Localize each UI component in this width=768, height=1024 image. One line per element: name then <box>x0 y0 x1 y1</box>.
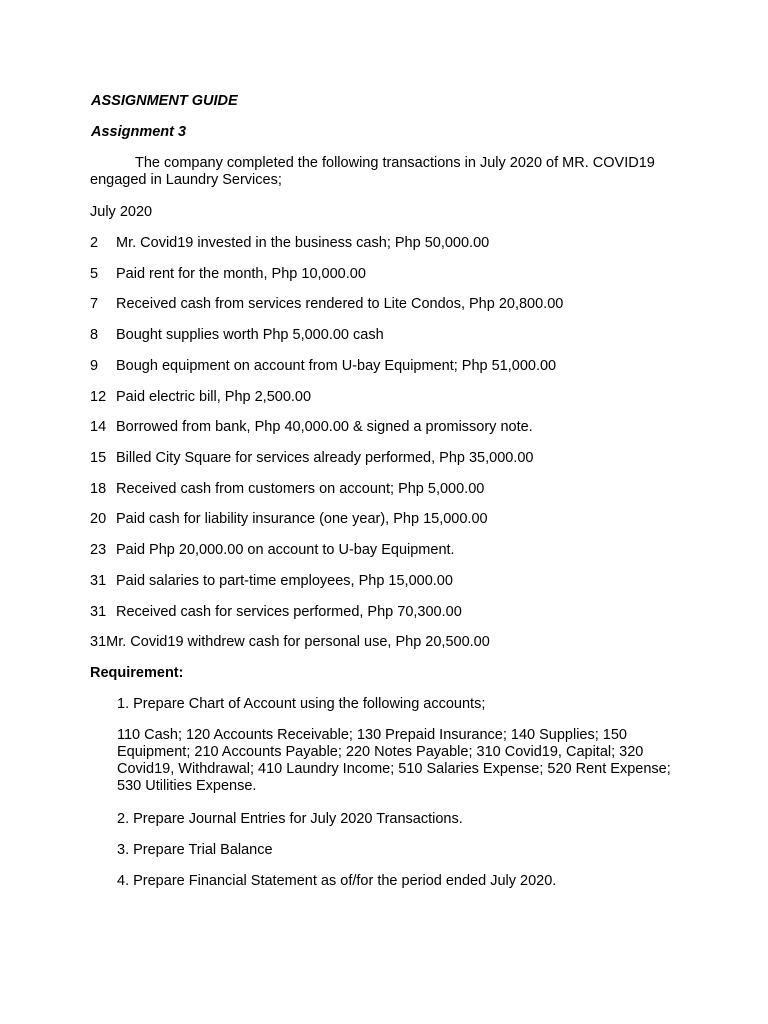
transaction-text: Paid electric bill, Php 2,500.00 <box>116 389 312 405</box>
transaction-day: 5 <box>90 266 99 282</box>
intro-paragraph <box>90 155 690 189</box>
transaction-day: 7 <box>90 296 99 312</box>
transaction-item <box>90 266 366 283</box>
transaction-item <box>90 389 311 406</box>
transaction-day: 15 <box>90 450 107 466</box>
transaction-item <box>90 327 384 344</box>
requirement-item: 2. Prepare Journal Entries for July 2020 Transactions. <box>117 811 463 827</box>
document-title: ASSIGNMENT GUIDE <box>91 93 238 109</box>
transaction-day: 14 <box>90 419 107 435</box>
transaction-day: 18 <box>90 481 107 497</box>
transaction-item <box>90 235 489 252</box>
transaction-day: 31 <box>90 604 107 620</box>
transaction-day: 9 <box>90 358 99 374</box>
transaction-day: 12 <box>90 389 107 405</box>
transaction-text: Bough equipment on account from U-bay Equipment; Php 51,000.00 <box>116 358 557 374</box>
transaction-text: Paid Php 20,000.00 on account to U-bay Equipment. <box>116 542 455 558</box>
transaction-day: 31 <box>90 634 107 650</box>
transaction-day: 20 <box>90 511 107 527</box>
transaction-item <box>90 511 488 528</box>
transaction-text: Bought supplies worth Php 5,000.00 cash <box>116 327 384 343</box>
transaction-text: Billed City Square for services already performed, Php 35,000.00 <box>116 450 534 466</box>
transaction-item <box>90 573 453 590</box>
transaction-day: 2 <box>90 235 99 251</box>
transaction-item <box>90 542 455 559</box>
account-list: 110 Cash; 120 Accounts Receivable; 130 Prepaid Insurance; 140 Supplies; 150 Equipment; 210 Accounts Payable; 220 Notes Payable; 310 Covid19, Capital; 320 Covid19, Withdrawal; 410 Laundry Income; 510 Salaries Expense; 520 Rent Expense; 530 Utilities Expense. <box>117 727 671 794</box>
transaction-text: Received cash from services rendered to Lite Condos, Php 20,800.00 <box>116 296 564 312</box>
transaction-text: Mr. Covid19 invested in the business cash; Php 50,000.00 <box>116 235 490 251</box>
transaction-text: Borrowed from bank, Php 40,000.00 & signed a promissory note. <box>116 419 533 435</box>
requirement-item: 4. Prepare Financial Statement as of/for the period ended July 2020. <box>117 873 557 889</box>
transaction-text: Mr. Covid19 withdrew cash for personal use, Php 20,500.00 <box>106 634 490 650</box>
transaction-text: Paid cash for liability insurance (one year), Php 15,000.00 <box>116 511 488 527</box>
transaction-item <box>90 450 534 467</box>
transaction-item <box>90 604 462 621</box>
transaction-item <box>90 296 563 313</box>
transaction-item <box>90 358 556 375</box>
transaction-day: 31 <box>90 573 107 589</box>
transaction-item <box>90 481 484 498</box>
transaction-text: Received cash from customers on account; Php 5,000.00 <box>116 481 485 497</box>
intro-line-1: The company completed the following transactions in July 2020 of MR. COVID19 <box>135 155 655 171</box>
transaction-item <box>90 634 490 651</box>
transaction-day: 8 <box>90 327 99 343</box>
requirement-item: 1. Prepare Chart of Account using the following accounts; <box>117 696 486 712</box>
assignment-subtitle: Assignment 3 <box>91 124 187 140</box>
transaction-text: Paid salaries to part-time employees, Php 15,000.00 <box>116 573 453 589</box>
transaction-day: 23 <box>90 542 107 558</box>
requirement-item: 3. Prepare Trial Balance <box>117 842 273 858</box>
intro-line-2: engaged in Laundry Services; <box>90 172 282 188</box>
transaction-item <box>90 419 533 436</box>
transaction-text: Paid rent for the month, Php 10,000.00 <box>116 266 366 282</box>
transaction-text: Received cash for services performed, Php 70,300.00 <box>116 604 462 620</box>
requirement-heading: Requirement: <box>90 665 184 681</box>
month-label: July 2020 <box>90 204 153 220</box>
